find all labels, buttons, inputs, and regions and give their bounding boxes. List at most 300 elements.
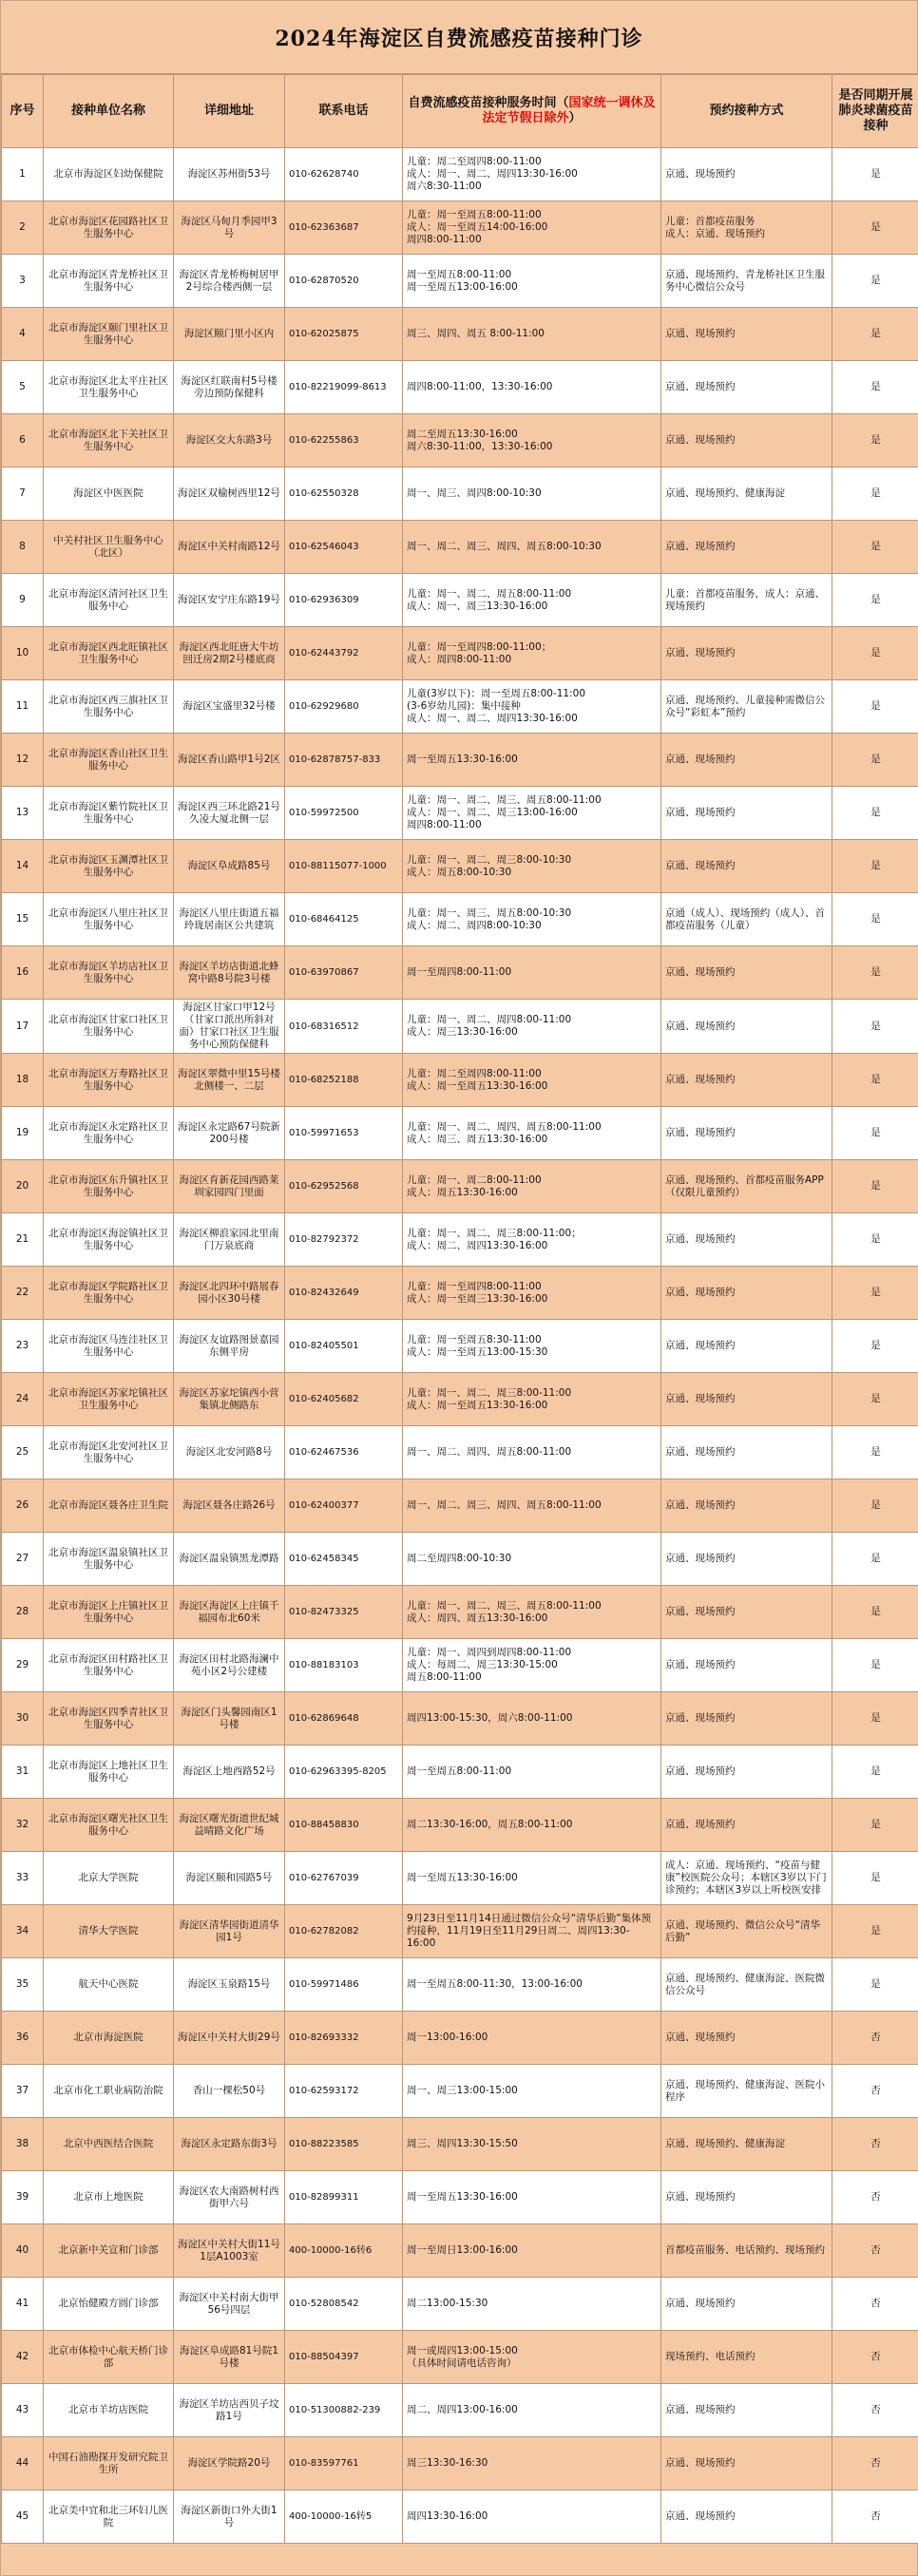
cell-phone: 010-62878757-833 [285,734,403,787]
method-line: 京通、现场预约、青龙桥社区卫生服务中心微信公众号 [665,268,825,293]
cell-method [661,787,832,840]
cell-coadmin: 否 [832,2490,918,2544]
time-line: 周一、周二、周三、周四、周五8:00-11:00 [407,1499,602,1511]
cell-address: 海淀区苏家坨镇西小营集镇北侧路东 [174,1373,285,1426]
table-row [2,2118,918,2171]
cell-phone: 010-88223585 [285,2118,403,2171]
table-row [2,680,918,734]
cell-name: 北京市海淀区上庄镇社区卫生服务中心 [44,1586,174,1639]
cell-no: 20 [2,1160,44,1213]
table-row [2,946,918,1000]
cell-time [403,787,661,840]
method-line: 京通、现场预约 [665,1712,736,1724]
time-line: 周二、周四13:00-16:00 [407,2404,518,2415]
cell-name: 北京市海淀区聂各庄卫生院 [44,1479,174,1533]
time-line: 儿童(3岁以下)：周一至周五8:00-11:00 [407,688,585,699]
time-line: 成人：周四、周五13:30-16:00 [407,1612,548,1624]
time-line: 儿童：周一、周二、周三、周五8:00-11:00 [407,1599,602,1612]
cell-phone: 010-62869648 [285,1692,403,1746]
time-line: 周三、周四13:30-15:50 [407,2138,518,2149]
cell-address: 海淀区北四环中路展春园小区30号楼 [174,1267,285,1320]
table-row [2,2012,918,2065]
cell-address: 海淀区永定路67号院新200号楼 [174,1107,285,1160]
cell-no: 25 [2,1426,44,1479]
cell-time [403,2437,661,2490]
cell-method [661,627,832,680]
time-line: 成人：周三13:30-16:00 [407,1026,518,1038]
cell-time [403,1107,661,1160]
method-line: 京通、现场预约、健康海淀、医院微信公众号 [665,1972,825,1996]
method-line: 京通、现场预约 [665,1553,736,1564]
cell-method [661,1905,832,1958]
cell-coadmin: 是 [832,467,918,521]
cell-coadmin: 是 [832,1000,918,1054]
cell-name: 北京怡健殿方圆门诊部 [44,2278,174,2331]
table-row [2,1746,918,1799]
cell-no: 21 [2,1213,44,1267]
cell-address: 海淀区农大南路树村西街甲六号 [174,2171,285,2224]
cell-time [403,1586,661,1639]
time-line: 儿童：周一、周二、周四8:00-11:00 [407,1014,572,1025]
cell-time [403,1160,661,1213]
time-line: 周五8:00-11:00 [407,1671,482,1683]
header-time-note: 国家统一调休及法定节假日除外 [482,96,656,125]
cell-phone: 400-10000-16转6 [285,2224,403,2278]
cell-time [403,2490,661,2544]
cell-method [661,521,832,574]
table-row [2,1639,918,1692]
cell-address: 海淀区红联南村5号楼旁边预防保健科 [174,361,285,414]
cell-coadmin: 否 [832,2384,918,2437]
cell-time [403,1746,661,1799]
cell-coadmin: 是 [832,1586,918,1639]
cell-phone: 010-62025875 [285,308,403,361]
header-address: 详细地址 [174,75,285,148]
table-row [2,2437,918,2490]
cell-method [661,1426,832,1479]
cell-method [661,893,832,946]
cell-phone: 010-62628740 [285,148,403,201]
cell-no: 45 [2,2490,44,2544]
cell-method [661,148,832,201]
cell-name: 北京市海淀区羊坊店社区卫生服务中心 [44,946,174,1000]
cell-coadmin: 是 [832,201,918,255]
cell-no: 43 [2,2384,44,2437]
method-line: 京通、现场预约 [665,2457,736,2469]
method-line: 现场预约、电话预约 [665,2351,755,2362]
time-line: 周四13:30-16:00 [407,2510,488,2522]
cell-coadmin: 是 [832,946,918,1000]
table-row [2,2065,918,2118]
cell-method [661,1533,832,1586]
cell-time [403,361,661,414]
cell-no: 9 [2,574,44,627]
cell-address: 海淀区曙光街道世纪城益晴路文化广场 [174,1799,285,1852]
cell-time [403,2331,661,2384]
method-line: 京通、现场预约 [665,754,736,765]
method-line: 京通、现场预约 [665,860,736,871]
cell-coadmin: 是 [832,1160,918,1213]
method-line: 京通、现场预约 [665,2032,736,2043]
method-line: 京通、现场预约 [665,1287,736,1298]
cell-coadmin: 是 [832,1320,918,1373]
header-no: 序号 [2,75,44,148]
time-line: 成人：周一至周三13:30-16:00 [407,1292,548,1305]
header-time-end: ） [568,111,582,125]
method-line: 京通、现场预约 [665,2510,736,2522]
method-line: 首都疫苗服务、电话预约、现场预约 [665,2244,825,2256]
cell-phone: 010-88183103 [285,1639,403,1692]
cell-no: 4 [2,308,44,361]
cell-phone: 010-82405501 [285,1320,403,1373]
cell-no: 23 [2,1320,44,1373]
cell-coadmin: 否 [832,2065,918,2118]
cell-no: 34 [2,1905,44,1958]
time-line: 周一至周五8:00-11:30，13:00-16:00 [407,1978,583,1990]
method-line: 京通、现场预约 [665,2191,736,2203]
cell-coadmin: 否 [832,2437,918,2490]
cell-no: 18 [2,1054,44,1107]
method-line: 儿童：首都疫苗服务 [665,215,755,227]
time-line: 儿童：周一、周二、周五8:00-11:00 [407,587,572,600]
cell-method [661,2437,832,2490]
cell-coadmin: 否 [832,2171,918,2224]
cell-no: 29 [2,1639,44,1692]
cell-name: 北京市海淀区上地社区卫生服务中心 [44,1746,174,1799]
header-time [403,75,661,148]
time-line: 周四8:00-11:00 [407,234,482,245]
cell-address: 海淀区育新花园西路莱圳家园四门里面 [174,1160,285,1213]
cell-name: 北京美中宜和北三环妇儿医院 [44,2490,174,2544]
time-line: 周一、周二、周三、周四、周五8:00-10:30 [407,541,602,552]
cell-time [403,1852,661,1905]
cell-method [661,1746,832,1799]
cell-coadmin: 是 [832,627,918,680]
cell-coadmin: 是 [832,574,918,627]
cell-name: 北京市海淀区清河社区卫生服务中心 [44,574,174,627]
cell-coadmin: 是 [832,1692,918,1746]
table-row [2,1586,918,1639]
time-line: 周四8:00-11:00，13:30-16:00 [407,381,553,392]
cell-address: 海淀区青龙桥梅树居甲2号综合楼西侧一层 [174,255,285,308]
method-line: 京通、现场预约、健康海淀 [665,2138,785,2149]
cell-no: 42 [2,2331,44,2384]
table-body [2,148,918,2544]
cell-name: 北京市海淀区四季青社区卫生服务中心 [44,1692,174,1746]
cell-address: 海淀区羊坊店西贝子坟路1号 [174,2384,285,2437]
time-line: 周三、周四、周五 8:00-11:00 [407,328,545,339]
time-line: 周一至周五8:00-11:00 [407,268,512,280]
cell-address: 海淀区玉泉路15号 [174,1958,285,2012]
cell-address: 海淀区苏州街53号 [174,148,285,201]
cell-address: 海淀区中关村大街29号 [174,2012,285,2065]
table-row [2,734,918,787]
table-row [2,627,918,680]
cell-method [661,946,832,1000]
cell-name: 北京市海淀区颐门里社区卫生服务中心 [44,308,174,361]
cell-phone: 010-82693332 [285,2012,403,2065]
cell-time [403,1799,661,1852]
cell-address: 海淀区中关村南大街甲56号四层 [174,2278,285,2331]
cell-phone: 010-62963395-8205 [285,1746,403,1799]
method-line: 京通、现场预约 [665,1819,736,1830]
table-row [2,1852,918,1905]
header-phone: 联系电话 [285,75,403,148]
cell-time [403,1533,661,1586]
cell-phone: 010-62546043 [285,521,403,574]
cell-name: 北京市海淀区妇幼保健院 [44,148,174,201]
time-line: 周一13:00-16:00 [407,2032,488,2043]
cell-time [403,1000,661,1054]
time-line: 儿童：周二至周四8:00-11:00 [407,156,542,167]
cell-name: 北京市体检中心航天桥门诊部 [44,2331,174,2384]
cell-coadmin: 是 [832,361,918,414]
cell-coadmin: 否 [832,2224,918,2278]
method-line: 京通、现场预约 [665,2404,736,2415]
cell-phone: 010-52808542 [285,2278,403,2331]
cell-phone: 010-62467536 [285,1426,403,1479]
cell-phone: 010-59971486 [285,1958,403,2012]
cell-address: 海淀区宝盛里32号楼 [174,680,285,734]
cell-name: 北京市海淀区永定路社区卫生服务中心 [44,1107,174,1160]
cell-address: 海淀区颐和园路5号 [174,1852,285,1905]
page-title: 2024年海淀区自费流感疫苗接种门诊 [1,1,917,74]
cell-name: 北京市海淀区苏家坨镇社区卫生服务中心 [44,1373,174,1426]
cell-phone: 010-62400377 [285,1479,403,1533]
table-row [2,2224,918,2278]
table-row [2,255,918,308]
time-line: 儿童：周一至周五8:00-11:00 [407,209,542,220]
cell-phone: 010-62593172 [285,2065,403,2118]
method-line: 京通、现场预约、儿童接种需微信公众号“彩虹本”预约 [665,694,825,718]
cell-name: 北京市海淀区西北旺镇社区卫生服务中心 [44,627,174,680]
method-line: 京通、现场预约 [665,328,736,339]
cell-coadmin: 是 [832,787,918,840]
time-line: 成人：周二、周四13:30-16:00 [407,1239,548,1251]
cell-address: 海淀区双榆树西里12号 [174,467,285,521]
cell-address: 海淀区友谊路图景嘉园东侧平房 [174,1320,285,1373]
table-header-row [2,75,918,148]
cell-name: 北京市海淀区花园路社区卫生服务中心 [44,201,174,255]
cell-address: 海淀区西三环北路21号久凌大厦北侧一层 [174,787,285,840]
cell-no: 11 [2,680,44,734]
time-line: 儿童：周二至周四8:00-11:00 [407,1067,542,1079]
method-line: 儿童：首都疫苗服务，成人：京通、现场预约 [665,587,825,612]
time-line: 周一至周五8:00-11:00 [407,1765,512,1777]
time-line: 成人：周一、周二、周四13:30-16:00 [407,168,578,180]
cell-no: 16 [2,946,44,1000]
cell-no: 26 [2,1479,44,1533]
time-line: 成人：周一、周三13:30-16:00 [407,600,548,612]
cell-method [661,2490,832,2544]
time-line: 周一至周五13:30-16:00 [407,754,518,765]
cell-method [661,1799,832,1852]
table-row [2,1320,918,1373]
time-line: 周六8:30-11:00，13:30-16:00 [407,440,553,452]
cell-name: 北京大学医院 [44,1852,174,1905]
cell-coadmin: 是 [832,1107,918,1160]
cell-method [661,1479,832,1533]
cell-name: 北京新中关宣和门诊部 [44,2224,174,2278]
cell-time [403,574,661,627]
cell-no: 8 [2,521,44,574]
cell-phone: 010-62929680 [285,680,403,734]
time-line: 周二至周五13:30-16:00 [407,428,518,440]
time-line: （具体时间请电话咨询） [407,2357,517,2369]
cell-phone: 010-62782082 [285,1905,403,1958]
cell-coadmin: 是 [832,734,918,787]
cell-method [661,1639,832,1692]
method-line: 京通、现场预约 [665,1499,736,1511]
cell-phone: 010-62363687 [285,201,403,255]
cell-address: 海淀区温泉镇黑龙潭路 [174,1533,285,1586]
time-line: 成人：周二、周四8:00-10:30 [407,919,542,931]
cell-phone: 400-10000-16转5 [285,2490,403,2544]
method-line: 京通、现场预约、首都疫苗服务APP（仅限儿童预约） [665,1174,824,1198]
method-line: 京通、现场预约 [665,2298,736,2309]
cell-no: 38 [2,2118,44,2171]
header-name: 接种单位名称 [44,75,174,148]
cell-name: 北京中西医结合医院 [44,2118,174,2171]
cell-coadmin: 是 [832,1373,918,1426]
cell-coadmin: 否 [832,2118,918,2171]
cell-time [403,1958,661,2012]
cell-time [403,1692,661,1746]
cell-name: 北京市化工职业病防治院 [44,2065,174,2118]
time-line: 儿童：周一至周四8:00-11:00； [407,640,552,653]
time-line: 儿童：周一至周五8:30-11:00 [407,1333,542,1345]
cell-no: 13 [2,787,44,840]
method-line: 京通、现场预约、微信公众号“清华后勤” [665,1918,820,1943]
time-line: 儿童：周一、周四到周四8:00-11:00 [407,1647,572,1658]
cell-address: 海淀区翠微中里15号楼北侧楼一、二层 [174,1054,285,1107]
table-row [2,521,918,574]
method-line: 京通、现场预约 [665,434,736,446]
cell-phone: 010-62870520 [285,255,403,308]
method-line: 京通、现场预约 [665,807,736,818]
table-row [2,201,918,255]
cell-no: 2 [2,201,44,255]
cell-phone: 010-82219099-8613 [285,361,403,414]
cell-phone: 010-51300882-239 [285,2384,403,2437]
cell-method [661,680,832,734]
cell-coadmin: 是 [832,893,918,946]
table-row [2,1479,918,1533]
cell-no: 44 [2,2437,44,2490]
table-row [2,2278,918,2331]
cell-address: 香山一棵松50号 [174,2065,285,2118]
cell-time [403,734,661,787]
table-row [2,2384,918,2437]
cell-no: 33 [2,1852,44,1905]
cell-method [661,414,832,467]
time-line: 9月23日至11月14日通过微信公众号“清华后勤”集体预约接种，11月19日至11月29日周二、周四13:30-16:00 [407,1913,652,1949]
time-line: 成人：周一、周二、周四13:30-16:00 [407,713,578,724]
cell-phone: 010-62255863 [285,414,403,467]
method-line: 京通（成人）、现场预约（成人）、首都疫苗服务（儿童） [665,906,825,931]
cell-time [403,2171,661,2224]
cell-method [661,308,832,361]
cell-coadmin: 否 [832,2278,918,2331]
table-row [2,787,918,840]
cell-no: 37 [2,2065,44,2118]
time-line: 儿童：周一、周二、周三8:00-11:00； [407,1227,582,1239]
cell-phone: 010-62458345 [285,1533,403,1586]
cell-coadmin: 是 [832,148,918,201]
cell-coadmin: 是 [832,255,918,308]
cell-time [403,1905,661,1958]
cell-time [403,1213,661,1267]
cell-time [403,1479,661,1533]
time-line: 周三13:30-16:30 [407,2457,488,2469]
cell-time [403,680,661,734]
cell-address: 海淀区清华园街道清华园1号 [174,1905,285,1958]
cell-phone: 010-62952568 [285,1160,403,1213]
cell-no: 28 [2,1586,44,1639]
cell-method [661,1000,832,1054]
table-row [2,1533,918,1586]
time-line: 成人：每周二、周三13:30-15:00 [407,1659,558,1670]
cell-phone: 010-62550328 [285,467,403,521]
cell-no: 27 [2,1533,44,1586]
header-method: 预约接种方式 [661,75,832,148]
table-row [2,361,918,414]
time-line: 成人：周一至周五13:00-15:30 [407,1345,548,1358]
cell-method [661,1958,832,2012]
table-row [2,1373,918,1426]
cell-name: 北京市海淀区温泉镇社区卫生服务中心 [44,1533,174,1586]
time-line: 周二13:30-16:00，周五8:00-11:00 [407,1819,573,1830]
table-row [2,1107,918,1160]
cell-name: 北京市海淀区田村路社区卫生服务中心 [44,1639,174,1692]
cell-method [661,1054,832,1107]
cell-phone: 010-63970867 [285,946,403,1000]
time-line: 成人：周五8:00-10:30 [407,866,512,878]
cell-name: 北京市海淀区曙光社区卫生服务中心 [44,1799,174,1852]
cell-no: 19 [2,1107,44,1160]
method-line: 京通、现场预约 [665,381,736,392]
method-line: 成人：京通、现场预约 [665,227,765,239]
cell-name: 中关村社区卫生服务中心（北区） [44,521,174,574]
cell-time [403,148,661,201]
cell-no: 39 [2,2171,44,2224]
cell-address: 海淀区海淀区上庄镇千福园布北60米 [174,1586,285,1639]
cell-name: 清华大学医院 [44,1905,174,1958]
cell-no: 36 [2,2012,44,2065]
cell-coadmin: 是 [832,1479,918,1533]
cell-time [403,201,661,255]
cell-method [661,1586,832,1639]
cell-address: 海淀区阜成路85号 [174,840,285,893]
table-row [2,1000,918,1054]
table-row [2,2171,918,2224]
cell-phone: 010-59971653 [285,1107,403,1160]
cell-coadmin: 是 [832,1799,918,1852]
cell-time [403,1320,661,1373]
header-time-main: 自费流感疫苗接种服务时间（ [408,96,569,110]
cell-name: 航天中心医院 [44,1958,174,2012]
cell-address: 海淀区学院路20号 [174,2437,285,2490]
cell-no: 14 [2,840,44,893]
cell-name: 北京市海淀区紫竹院社区卫生服务中心 [44,787,174,840]
cell-phone: 010-88504397 [285,2331,403,2384]
time-line: 周六8:30-11:00 [407,181,482,192]
cell-coadmin: 是 [832,1639,918,1692]
cell-method [661,1213,832,1267]
time-line: 周一至周五13:00-16:00 [407,280,518,293]
cell-coadmin: 是 [832,1852,918,1905]
cell-name: 北京市海淀区东升镇社区卫生服务中心 [44,1160,174,1213]
